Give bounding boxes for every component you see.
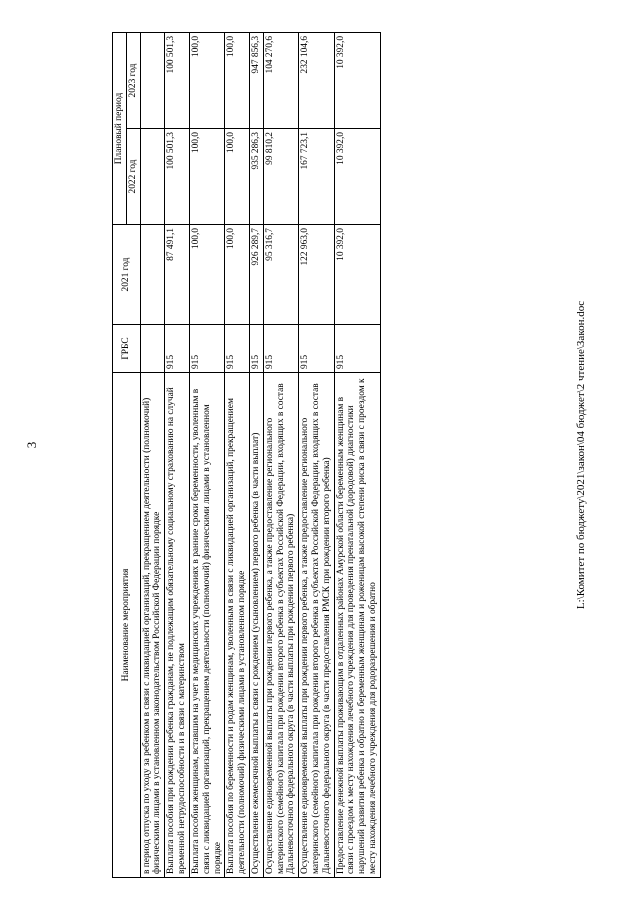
footer-file-path: [572, 32, 590, 877]
cell-grbs: 915: [189, 325, 224, 373]
cell-grbs: 915: [249, 325, 263, 373]
cell-2021: 10 392,0: [334, 225, 380, 325]
cell-2022: 100,0: [189, 129, 224, 225]
cell-2022: 100 501,3: [165, 129, 190, 225]
budget-table: [112, 32, 381, 878]
cell-2022: [140, 129, 165, 225]
cell-2023: [140, 32, 165, 128]
cell-2023: 104 270,6: [263, 32, 298, 128]
cell-2021: 122 963,0: [299, 225, 334, 325]
header-2023: 2023 год: [126, 32, 140, 128]
page-number: 3: [24, 441, 39, 449]
table-body: [140, 32, 380, 877]
cell-grbs: 915: [263, 325, 298, 373]
table-row: [299, 32, 334, 877]
cell-name: Выплата пособия при рождении ребенка гражданам, не подлежащим обязательному социальному страхованию на случай временной нетрудоспособности и в связи с материнством: [165, 373, 190, 878]
table-row: [189, 32, 224, 877]
table-row: [140, 32, 165, 877]
table-row: [334, 32, 380, 877]
footer-file-path-text: L:\Комитет по бюджету\2021\закон\04 бюджет\2 чтение\Закон.doc: [575, 300, 587, 609]
cell-2022: 99 810,2: [263, 129, 298, 225]
cell-name: в период отпуска по уходу за ребенком в связи с ликвидацией организаций, прекращением деятельности (полномочий) физическими лицами в установленном законодательством Российской Федерации порядке: [140, 373, 165, 878]
cell-2022: 167 723,1: [299, 129, 334, 225]
cell-2021: 926 289,7: [249, 225, 263, 325]
cell-2021: 95 316,7: [263, 225, 298, 325]
cell-2023: 100,0: [225, 32, 250, 128]
header-grbs: ГРБС: [113, 325, 141, 373]
cell-name: Выплата пособия женщинам, вставшим на учет в медицинских учреждениях в ранние сроки беременности, уволенным в связи с ликвидацией организаций, прекращением деятельности (полномочий) физическими лицами в установленном порядке: [189, 373, 224, 878]
cell-2022: 935 286,3: [249, 129, 263, 225]
cell-grbs: 915: [299, 325, 334, 373]
cell-grbs: 915: [225, 325, 250, 373]
cell-2021: 87 491,1: [165, 225, 190, 325]
cell-name: Предоставление денежной выплаты проживающим в отдаленных районах Амурской области беременным женщинам в связи с проездом к месту нахождения лечебного учреждения для проведения пренатальной (дородовой) диагностики нарушений развития ребенка и обратно и беременным женщинам и роженицам высокой степени риска в связи с проездом к месту нахождения лечебного учреждения для родоразрешения и обратно: [334, 373, 380, 878]
cell-2023: 100,0: [189, 32, 224, 128]
table-row: [263, 32, 298, 877]
cell-2023: 947 856,3: [249, 32, 263, 128]
header-2021: 2021 год: [113, 225, 141, 325]
cell-2022: 10 392,0: [334, 129, 380, 225]
table-row: [225, 32, 250, 877]
table-row: [249, 32, 263, 877]
cell-2023: 100 501,3: [165, 32, 190, 128]
header-planned-period: Плановый период: [113, 32, 127, 224]
table-container: [112, 33, 574, 878]
cell-grbs: 915: [165, 325, 190, 373]
header-2022: 2022 год: [126, 129, 140, 225]
cell-name: Осуществление единовременной выплаты при рождении первого ребенка, а также предоставление регионального материнского (семейного) капитала при рождении второго ребенка в субъектах Российской Федерации, входящих в состав Дальневосточного федерального округа (в части выплаты при рождении первого ребенка): [263, 373, 298, 878]
cell-name: Осуществление ежемесячной выплаты в связи с рождением (усыновлением) первого ребенка (в части выплат): [249, 373, 263, 878]
cell-2021: [140, 225, 165, 325]
header-name: Наименование мероприятия: [113, 373, 141, 878]
cell-name: Выплата пособия по беременности и родам женщинам, уволенным в связи с ликвидацией организаций, прекращением деятельности (полномочий) физическими лицами в установленном порядке: [225, 373, 250, 878]
cell-grbs: 915: [334, 325, 380, 373]
cell-name: Осуществление единовременной выплаты при рождении первого ребенка, а также предоставление регионального материнского (семейного) капитала при рождении второго ребенка в субъектах Российской Федерации, входящих в состав Дальневосточного федерального округа (в части предоставления РМСК при рождении второго ребенка): [299, 373, 334, 878]
cell-2023: 232 104,6: [299, 32, 334, 128]
cell-2022: 100,0: [225, 129, 250, 225]
cell-2021: 100,0: [189, 225, 224, 325]
cell-2023: 10 392,0: [334, 32, 380, 128]
table-row: [165, 32, 190, 877]
cell-grbs: [140, 325, 165, 373]
cell-2021: 100,0: [225, 225, 250, 325]
